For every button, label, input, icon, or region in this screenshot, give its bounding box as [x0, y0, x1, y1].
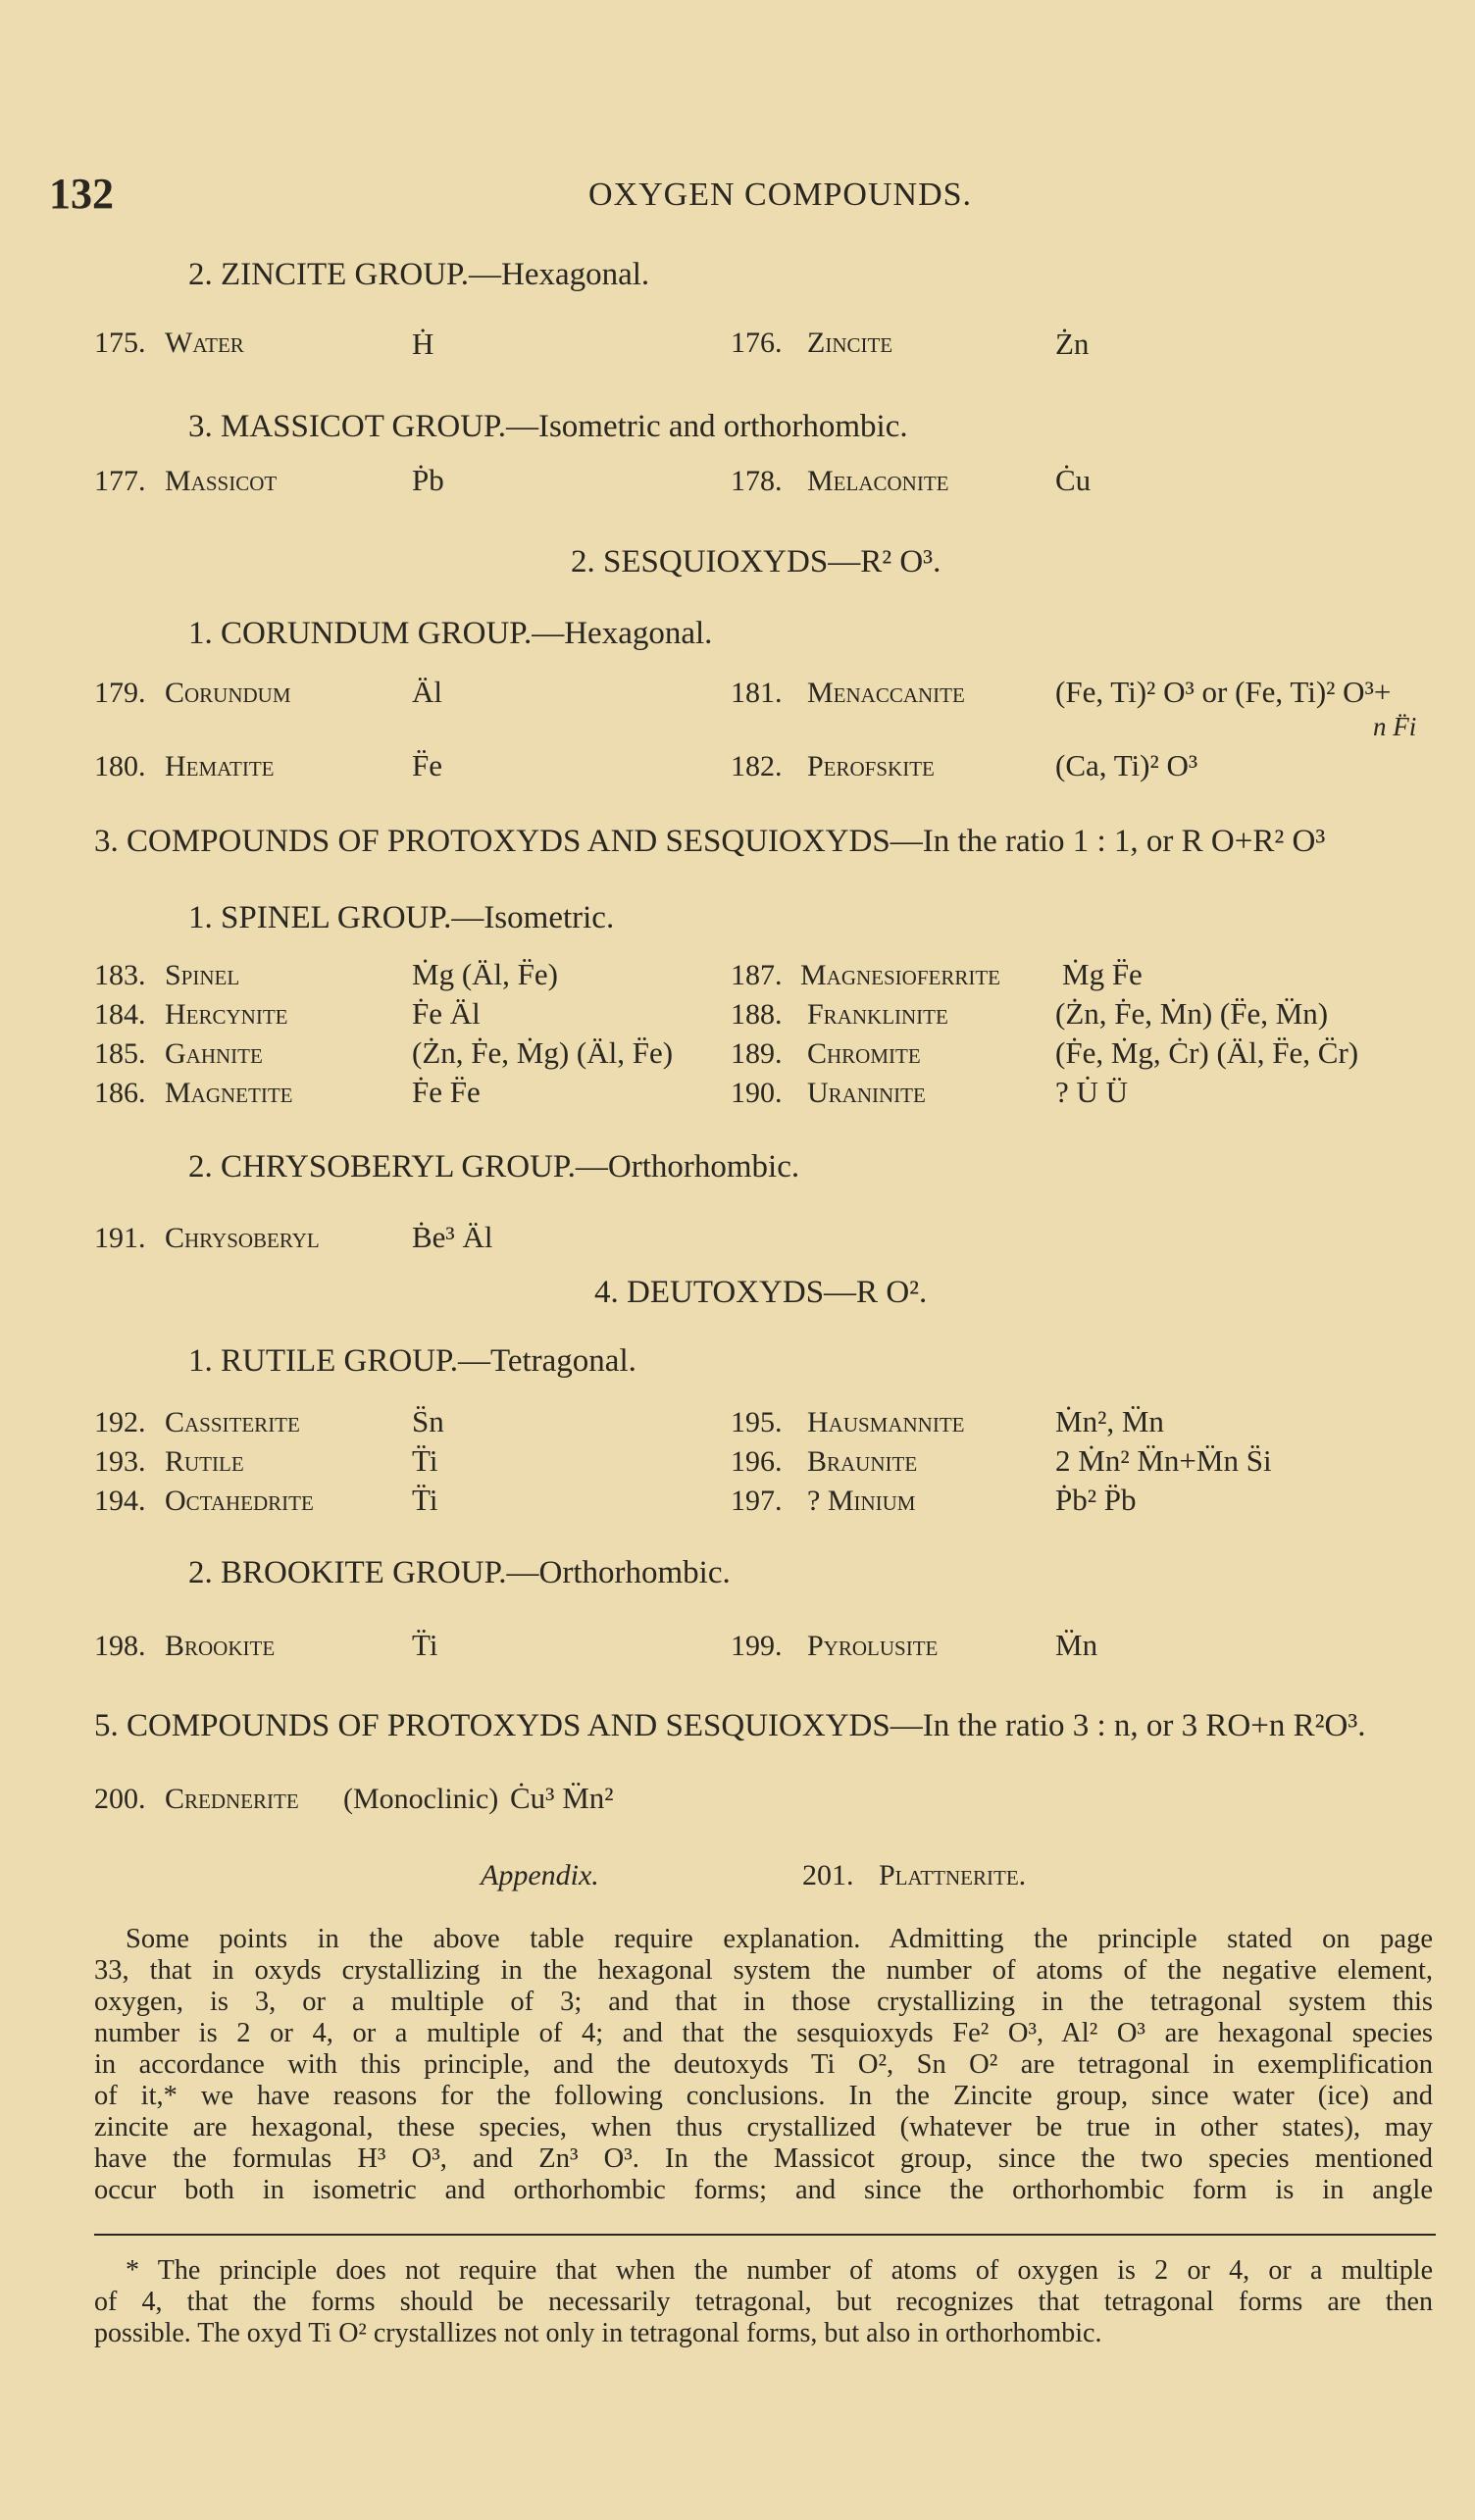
- entry-number: 201.: [802, 1859, 854, 1891]
- mineral-name: Chromite: [807, 1037, 921, 1070]
- mineral-formula: (Ḟe, Ṁg, Ċr) (Äl, F̈e, C̈r): [1055, 1035, 1359, 1070]
- mineral-name: Franklinite: [807, 998, 948, 1031]
- mineral-name: Magnetite: [165, 1077, 293, 1109]
- paragraph-line: number is 2 or 4, or a multiple of 4; and that the sesquioxyds Fe² O³, Al² O³ are hexagonal species: [94, 2018, 1433, 2048]
- mineral-name: Crednerite: [165, 1783, 299, 1815]
- group-title-rutile: 1. RUTILE GROUP.—Tetragonal.: [188, 1343, 636, 1379]
- mineral-name: Uraninite: [807, 1077, 926, 1109]
- mineral-formula: Ṗb: [412, 463, 444, 497]
- entry-number: 198.: [94, 1630, 146, 1662]
- mineral-name: Hercynite: [165, 998, 288, 1031]
- mineral-name: Cassiterite: [165, 1406, 300, 1438]
- mineral-name: Rutile: [165, 1445, 244, 1478]
- entry-number: 189.: [731, 1037, 783, 1070]
- paragraph-line: of it,* we have reasons for the following conclusions. In the Zincite group, since water (ice) and: [94, 2081, 1433, 2111]
- footnote-rule: [94, 2234, 1436, 2236]
- mineral-formula: Ḣ: [412, 327, 434, 361]
- entry-number: 178.: [731, 465, 783, 497]
- paragraph-line: occur both in isometric and orthorhombic forms; and since the orthorhombic form is in angle: [94, 2175, 1433, 2205]
- entry-number: 199.: [731, 1630, 783, 1662]
- mineral-name: Braunite: [807, 1445, 918, 1478]
- entry-number: 187.: [731, 959, 783, 991]
- entry-number: 200.: [94, 1783, 146, 1815]
- mineral-formula: Ḃe³ Äl: [412, 1220, 493, 1254]
- mineral-name: Gahnite: [165, 1037, 263, 1070]
- entry-number: 185.: [94, 1037, 146, 1070]
- mineral-formula: Ṁn², M̈n: [1055, 1404, 1164, 1438]
- entry-number: 181.: [731, 677, 783, 709]
- mineral-formula: ? U̇ Ü: [1055, 1075, 1129, 1109]
- mineral-name: Massicot: [165, 465, 278, 497]
- mineral-name: ? Minium: [807, 1485, 916, 1517]
- mineral-formula: Żn: [1055, 327, 1090, 361]
- mineral-formula: (Żn, Ḟe, Ṁg) (Äl, F̈e): [412, 1035, 674, 1070]
- mineral-name: Hematite: [165, 750, 275, 782]
- mineral-formula: T̈i: [412, 1483, 438, 1517]
- entry-number: 180.: [94, 750, 146, 782]
- mineral-name: Zincite: [807, 327, 893, 359]
- mineral-formula-continuation: n F̈i: [1373, 712, 1417, 741]
- mineral-formula: Ṗb² P̈b: [1055, 1483, 1137, 1517]
- section-heading-compounds-1: 3. COMPOUNDS OF PROTOXYDS AND SESQUIOXYDS—In the ratio 1 : 1, or R O+R² O³: [94, 824, 1326, 859]
- entry-number: 186.: [94, 1077, 146, 1109]
- group-title-brookite: 2. BROOKITE GROUP.—Orthorhombic.: [188, 1555, 731, 1590]
- paragraph-line: oxygen, is 3, or a multiple of 3; and that in those crystallizing in the tetragonal system this: [94, 1987, 1433, 2017]
- paragraph-line: have the formulas H³ O³, and Zn³ O³. In the Massicot group, since the two species mentioned: [94, 2143, 1433, 2174]
- entry-number: 184.: [94, 998, 146, 1031]
- crystal-system: (Monoclinic): [343, 1783, 499, 1815]
- paragraph-line: 33, that in oxyds crystallizing in the hexagonal system the number of atoms of the negative element,: [94, 1955, 1433, 1986]
- footnote-line: of 4, that the forms should be necessarily tetragonal, but recognizes that tetragonal forms are then: [94, 2287, 1433, 2317]
- mineral-formula: (Żn, Ḟe, Ṁn) (F̈e, M̈n): [1055, 996, 1329, 1031]
- entry-number: 190.: [731, 1077, 783, 1109]
- entry-number: 188.: [731, 998, 783, 1031]
- mineral-formula: Ṁg (Äl, F̈e): [412, 957, 558, 991]
- group-title-spinel: 1. SPINEL GROUP.—Isometric.: [188, 900, 615, 935]
- entry-number: 177.: [94, 465, 146, 497]
- paragraph-line: in accordance with this principle, and the deutoxyds Ti O², Sn O² are tetragonal in exemplification: [94, 2049, 1433, 2080]
- mineral-formula: Äl: [412, 675, 442, 709]
- paragraph-line: Some points in the above table require explanation. Admitting the principle stated on page: [126, 1924, 1433, 1954]
- mineral-name: Plattnerite.: [879, 1859, 1027, 1891]
- entry-number: 192.: [94, 1406, 146, 1438]
- entry-number: 194.: [94, 1485, 146, 1517]
- entry-number: 193.: [94, 1445, 146, 1478]
- mineral-formula: (Fe, Ti)² O³ or (Fe, Ti)² O³+: [1055, 675, 1392, 709]
- mineral-formula: T̈i: [412, 1628, 438, 1662]
- section-heading-deutoxyds: 4. DEUTOXYDS—R O².: [594, 1275, 928, 1310]
- mineral-name: Perofskite: [807, 750, 935, 782]
- mineral-formula: Ċu: [1055, 463, 1092, 497]
- entry-number: 182.: [731, 750, 783, 782]
- entry-number: 191.: [94, 1222, 146, 1254]
- mineral-formula: Ċu³ M̈n²: [510, 1781, 614, 1815]
- entry-number: 183.: [94, 959, 146, 991]
- mineral-formula: M̈n: [1055, 1628, 1098, 1662]
- mineral-name: Melaconite: [807, 465, 949, 497]
- footnote-line: possible. The oxyd Ti O² crystallizes not only in tetragonal forms, but also in orthorhombic.: [94, 2318, 1102, 2348]
- mineral-name: Pyrolusite: [807, 1630, 939, 1662]
- entry-number: 179.: [94, 677, 146, 709]
- section-heading-sesquioxyds: 2. SESQUIOXYDS—R² O³.: [571, 544, 941, 580]
- group-title-corundum: 1. CORUNDUM GROUP.—Hexagonal.: [188, 616, 713, 651]
- mineral-formula: S̈n: [412, 1404, 444, 1438]
- group-title-zincite: 2. ZINCITE GROUP.—Hexagonal.: [188, 257, 650, 292]
- entry-number: 175.: [94, 327, 146, 359]
- group-title-massicot: 3. MASSICOT GROUP.—Isometric and orthorhombic.: [188, 409, 908, 444]
- mineral-name: Brookite: [165, 1630, 276, 1662]
- mineral-name: Chrysoberyl: [165, 1222, 320, 1254]
- mineral-formula: 2 Ṁn² M̈n+M̈n S̈i: [1055, 1443, 1272, 1478]
- mineral-formula: F̈e: [412, 748, 442, 782]
- mineral-formula: (Ca, Ti)² O³: [1055, 748, 1198, 782]
- entry-number: 195.: [731, 1406, 783, 1438]
- mineral-formula: Ḟe Äl: [412, 996, 481, 1031]
- entry-number: 196.: [731, 1445, 783, 1478]
- group-title-chrysoberyl: 2. CHRYSOBERYL GROUP.—Orthorhombic.: [188, 1149, 800, 1184]
- mineral-name: Octahedrite: [165, 1485, 314, 1517]
- paragraph-line: zincite are hexagonal, these species, when thus crystallized (whatever be true in other states), may: [94, 2112, 1433, 2142]
- section-heading-compounds-2: 5. COMPOUNDS OF PROTOXYDS AND SESQUIOXYDS—In the ratio 3 : n, or 3 RO+n R²O³.: [94, 1708, 1366, 1743]
- mineral-formula: Ḟe F̈e: [412, 1075, 481, 1109]
- running-title: OXYGEN COMPOUNDS.: [588, 176, 973, 213]
- mineral-formula: Ṁg F̈e: [1062, 957, 1143, 991]
- footnote-line: * The principle does not require that when the number of atoms of oxygen is 2 or 4, or a multiple: [126, 2255, 1433, 2286]
- mineral-name: Magnesioferrite: [800, 959, 1001, 991]
- mineral-name: Corundum: [165, 677, 291, 709]
- mineral-formula: T̈i: [412, 1443, 438, 1478]
- entry-number: 176.: [731, 327, 783, 359]
- mineral-name: Water: [165, 327, 244, 359]
- page-number: 132: [49, 170, 114, 218]
- mineral-name: Menaccanite: [807, 677, 965, 709]
- mineral-name: Spinel: [165, 959, 240, 991]
- mineral-name: Hausmannite: [807, 1406, 965, 1438]
- appendix-label: Appendix.: [481, 1859, 599, 1891]
- entry-number: 197.: [731, 1485, 783, 1517]
